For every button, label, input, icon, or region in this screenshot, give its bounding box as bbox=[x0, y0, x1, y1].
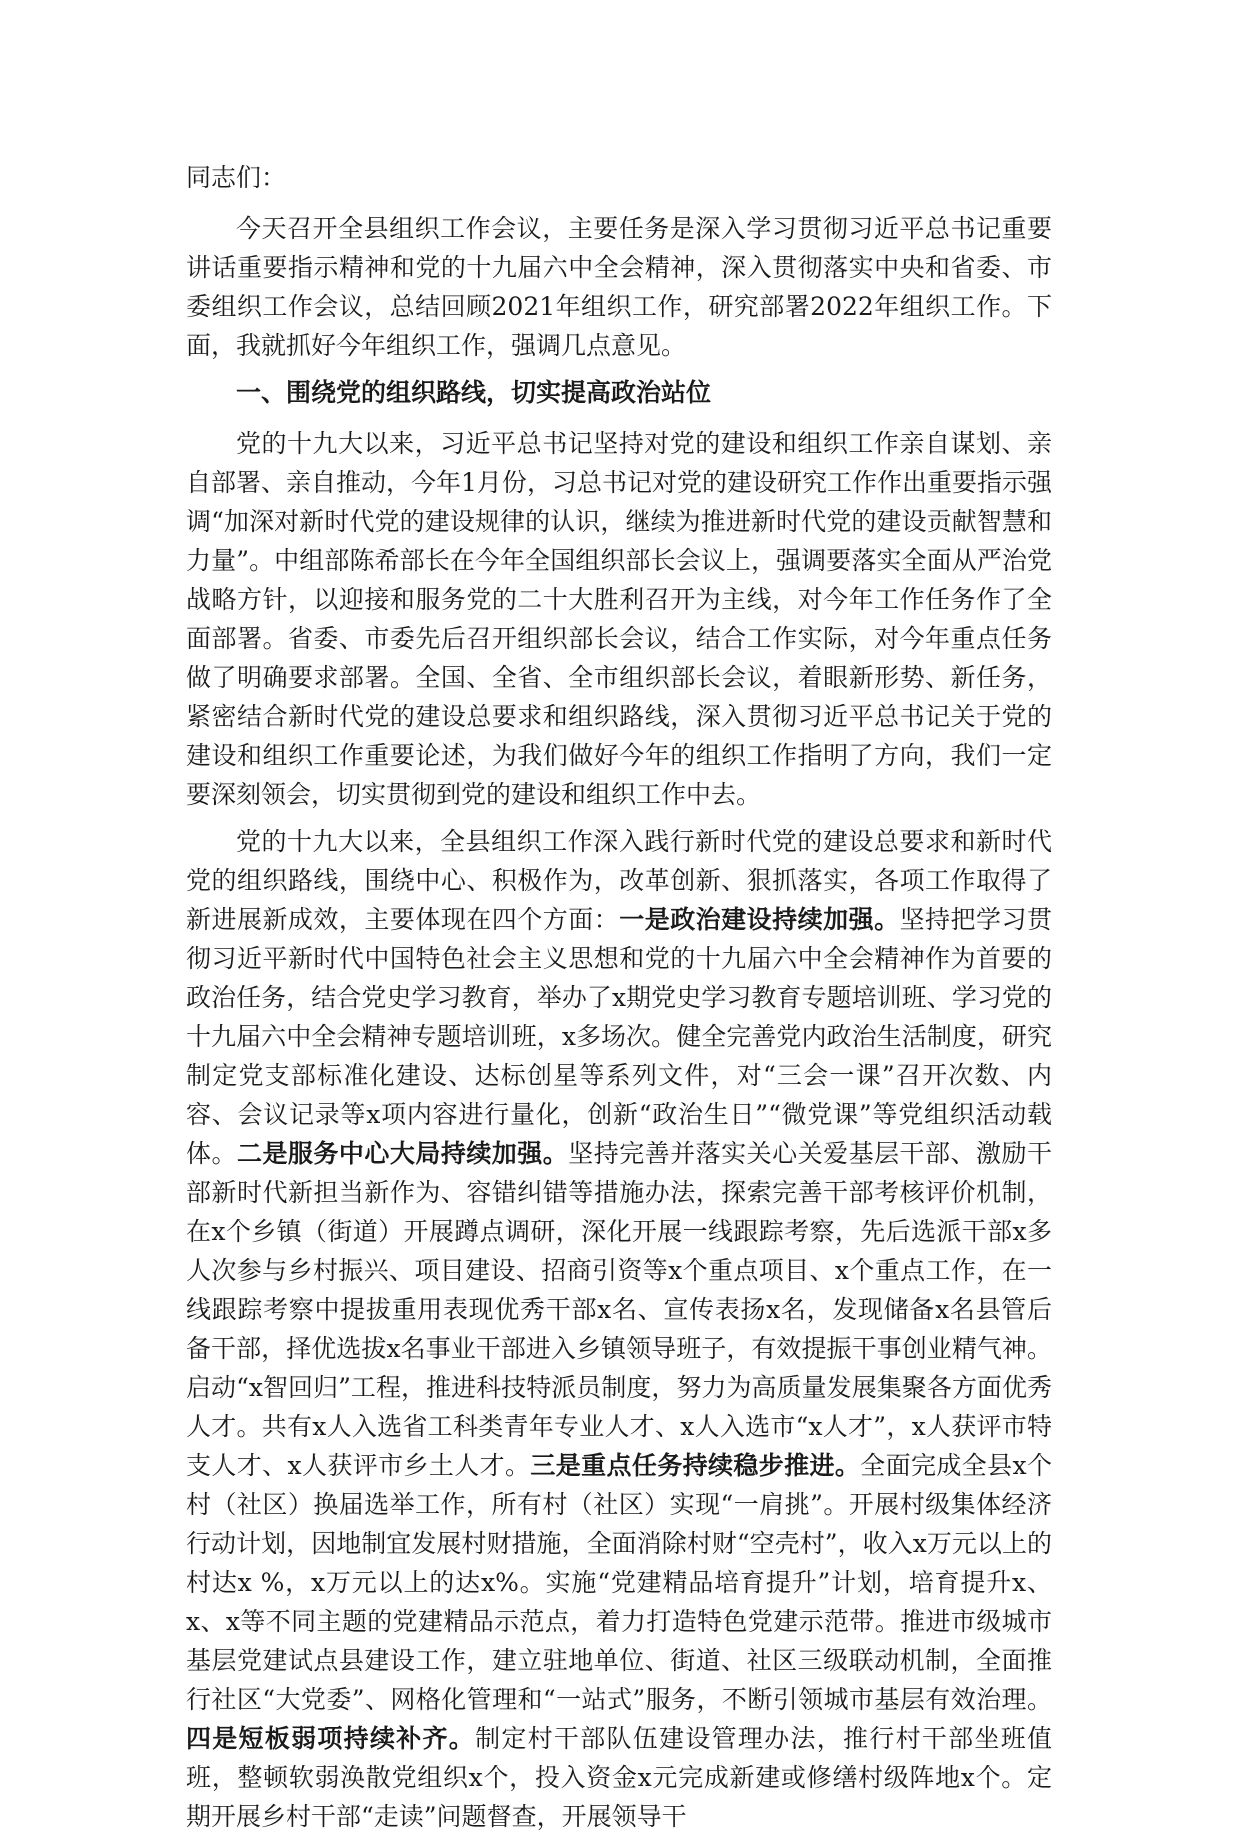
section-heading-1: 一、围绕党的组织路线，切实提高政治站位 bbox=[236, 378, 712, 407]
intro-paragraph: 今天召开全县组织工作会议，主要任务是深入学习贯彻习近平总书记重要讲话重要指示精神和党的十九届六中全会精神，深入贯彻落实中央和省委、市委组织工作会议，总结回顾2021年组织工作，研究部署2022年组织工作。下面，我就抓好今年组织工作，强调几点意见。 bbox=[186, 214, 1052, 360]
point-3-heading: 三是重点任务持续稳步推进。 bbox=[530, 1451, 861, 1480]
document-page bbox=[186, 158, 1052, 1844]
point-4-heading: 四是短板弱项持续补齐。 bbox=[186, 1724, 476, 1753]
paragraph-1: 党的十九大以来，习近平总书记坚持对党的建设和组织工作亲自谋划、亲自部署、亲自推动，今年1月份，习总书记对党的建设研究工作作出重要指示强调“加深对新时代党的建设规律的认识，继续为推进新时代党的建设贡献智慧和力量”。中组部陈希部长在今年全国组织部长会议上，强调要落实全面从严治党战略方针，以迎接和服务党的二十大胜利召开为主线，对今年工作任务作了全面部署。省委、市委先后召开组织部长会议，结合工作实际，对今年重点任务做了明确要求部署。全国、全省、全市组织部长会议，着眼新形势、新任务，紧密结合新时代党的建设总要求和组织路线，深入贯彻习近平总书记关于党的建设和组织工作重要论述，为我们做好今年的组织工作指明了方向，我们一定要深刻领会，切实贯彻到党的建设和组织工作中去。 bbox=[186, 429, 1052, 809]
salutation: 同志们： bbox=[186, 163, 287, 192]
paragraph-2-text-5: 制定村干部队伍建设管理办法，推行村干部坐班值班，整顿软弱涣散党组织x个，投入资金x元完成新建或修缮村级阵地x个。定期开展乡村干部“走读”问题督查，开展领导干 bbox=[186, 1724, 1052, 1831]
paragraph-2 bbox=[186, 822, 1052, 1836]
point-2-heading: 二是服务中心大局持续加强。 bbox=[236, 1139, 569, 1168]
point-1-heading: 一是政治建设持续加强。 bbox=[619, 905, 900, 934]
paragraph-2-text-1: 党的十九大以来，全县组织工作深入践行新时代党的建设总要求和新时代党的组织路线，围绕中心、积极作为，改革创新、狠抓落实，各项工作取得了新进展新成效，主要体现在四个方面： bbox=[186, 827, 1052, 934]
paragraph-2-text-2: 坚持把学习贯彻习近平新时代中国特色社会主义思想和党的十九届六中全会精神作为首要的政治任务，结合党史学习教育，举办了x期党史学习教育专题培训班、学习党的十九届六中全会精神专题培训班，x多场次。健全完善党内政治生活制度，研究制定党支部标准化建设、达标创星等系列文件，对“三会一课”召开次数、内容、会议记录等x项内容进行量化，创新“政治生日”“微党课”等党组织活动载体。 bbox=[186, 905, 1052, 1168]
paragraph-2-text-3: 坚持完善并落实关心关爱基层干部、激励干部新时代新担当新作为、容错纠错等措施办法，探索完善干部考核评价机制，在x个乡镇（街道）开展蹲点调研，深化开展一线跟踪考察，先后选派干部x多人次参与乡村振兴、项目建设、招商引资等x个重点项目、x个重点工作，在一线跟踪考察中提拔重用表现优秀干部x名、宣传表扬x名，发现储备x名县管后备干部，择优选拔x名事业干部进入乡镇领导班子，有效提振干事创业精气神。启动“x智回归”工程，推进科技特派员制度，努力为高质量发展集聚各方面优秀人才。共有x人入选省工科类青年专业人才、x人入选市“x人才”，x人获评市特支人才、x人获评市乡土人才。 bbox=[186, 1139, 1052, 1480]
paragraph-2-text-4: 全面完成全县x个村（社区）换届选举工作，所有村（社区）实现“一肩挑”。开展村级集体经济行动计划，因地制宜发展村财措施，全面消除村财“空壳村”，收入x万元以上的村达x %，x万元以上的达x%。实施“党建精品培育提升”计划，培育提升x、x、x等不同主题的党建精品示范点，着力打造特色党建示范带。推进市级城市基层党建试点县建设工作，建立驻地单位、街道、社区三级联动机制，全面推行社区“大党委”、网格化管理和“一站式”服务，不断引领城市基层有效治理。 bbox=[186, 1451, 1052, 1714]
